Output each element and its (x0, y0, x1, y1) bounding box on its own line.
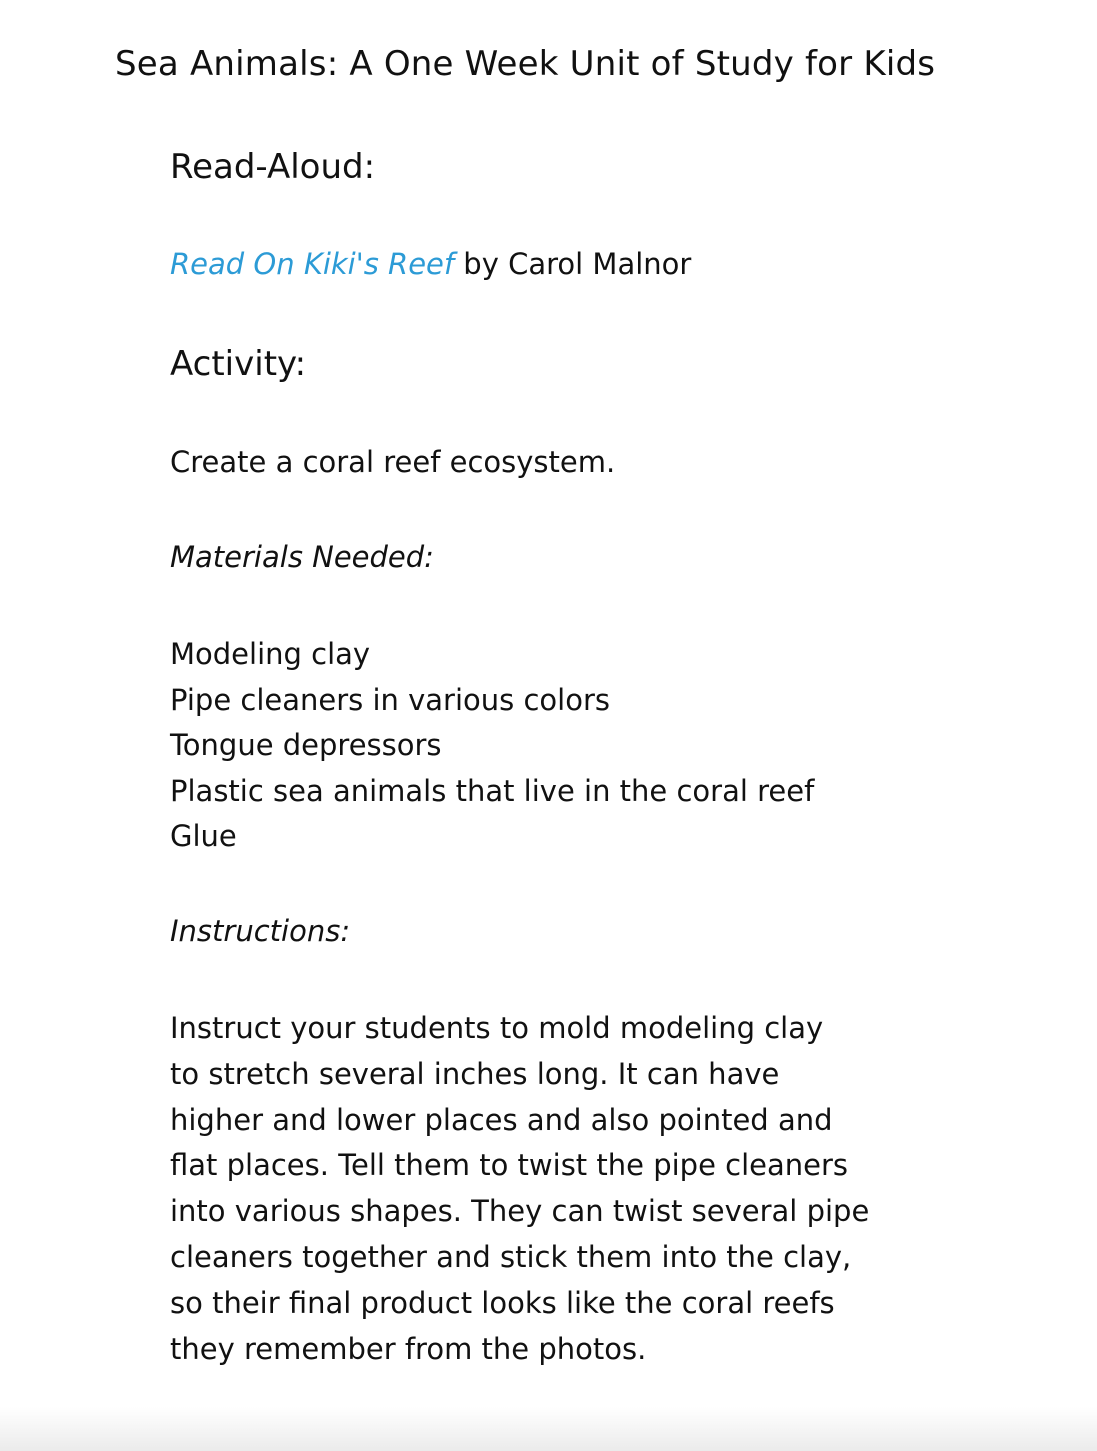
book-author: by Carol Malnor (454, 247, 692, 281)
instructions-line: to stretch several inches long. It can have (170, 1056, 780, 1091)
instructions-paragraph (170, 1006, 930, 1372)
book-reference (170, 244, 691, 284)
list-item: Pipe cleaners in various colors (170, 682, 610, 717)
instructions-line: they remember from the photos. (170, 1331, 647, 1366)
list-item: Glue (170, 819, 237, 853)
book-link[interactable]: Read On Kiki's Reef (170, 247, 455, 281)
page-bottom-shadow (0, 1407, 1097, 1451)
page-title: Sea Animals: A One Week Unit of Study for Kids (115, 44, 936, 84)
activity-heading: Activity: (170, 344, 307, 384)
list-item: Plastic sea animals that live in the coral reef (170, 773, 815, 808)
list-item: Tongue depressors (170, 728, 442, 762)
materials-heading: Materials Needed: (170, 540, 434, 574)
instructions-line: Instruct your students to mold modeling clay (170, 1011, 824, 1045)
instructions-line: higher and lower places and also pointed and (170, 1102, 833, 1137)
instructions-line: into various shapes. They can twist several pipe (170, 1194, 870, 1229)
list-item: Modeling clay (170, 637, 371, 671)
instructions-line: so their final product looks like the coral reefs (170, 1285, 835, 1320)
instructions-line: cleaners together and stick them into the clay, (170, 1239, 852, 1274)
activity-description: Create a coral reef ecosystem. (170, 445, 616, 479)
instructions-line: flat places. Tell them to twist the pipe cleaners (170, 1148, 849, 1183)
materials-list (170, 632, 814, 860)
instructions-heading: Instructions: (170, 914, 351, 948)
read-aloud-heading: Read-Aloud: (170, 147, 376, 187)
